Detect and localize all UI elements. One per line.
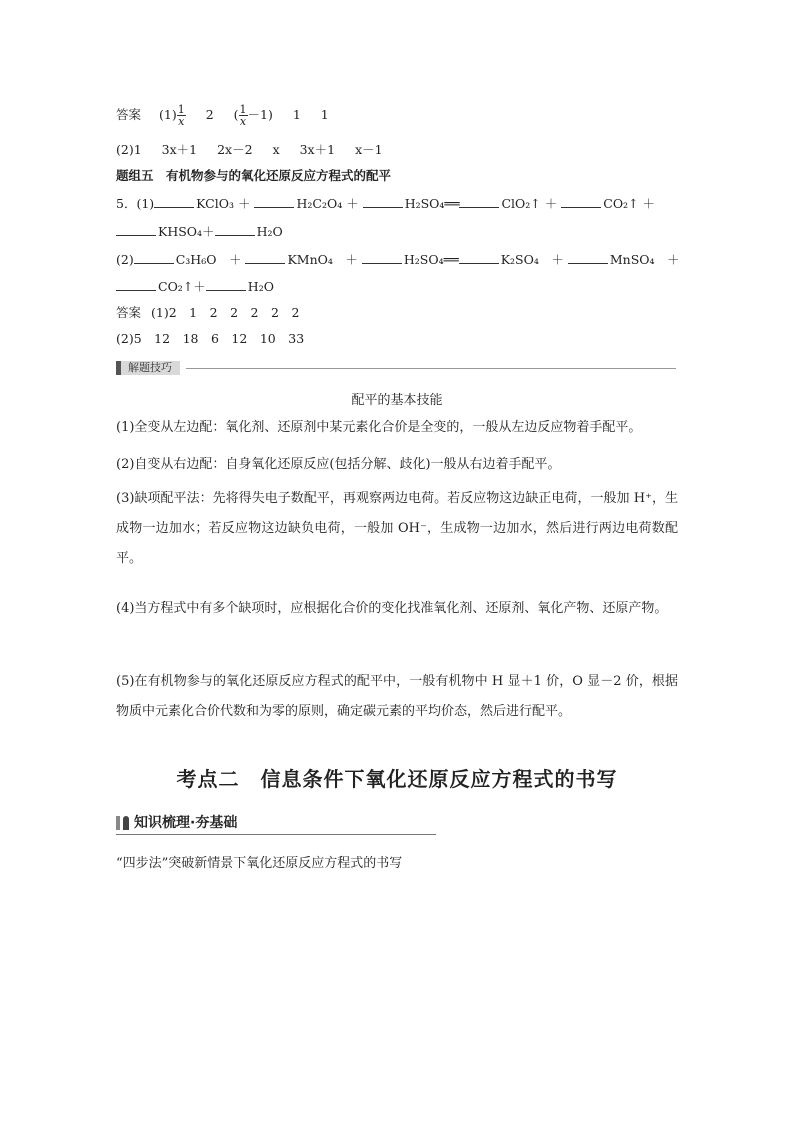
knowledge-header-bar (116, 814, 436, 834)
tips-title: 配平的基本技能 (351, 393, 443, 408)
tips-item-3: (3)缺项配平法：先将得失电子数配平，再观察两边电荷。若反应物这边缺正电荷，一般加 H⁺，生成物一边加水；若反应物这边缺负电荷，一般加 OH⁻，生成物一边加水，然后进行两边电荷数配平。 (116, 491, 678, 566)
answer-line-1: 答案 (1) $\frac{1}{x}$ 2 ( $\frac{1}{x}$ －1) 1 1 (116, 103, 329, 128)
group5-title: 题组五 有机物参与的氧化还原反应方程式的配平 (116, 168, 392, 183)
q5-1-line2: KHSO₄＋ H₂O (116, 223, 283, 240)
tips-item-1: (1)全变从左边配：氧化剂、还原剂中某元素化合价是全变的，一般从左边反应物着手配平。 (116, 420, 642, 435)
q5-2-line2: CO₂↑＋ H₂O (116, 278, 274, 295)
fraction-1-over-x-2: $\frac{1}{x}$ (239, 103, 247, 128)
answer-label: 答案 (116, 107, 142, 122)
answer-value: 1 (292, 107, 301, 122)
section-title: 考点二 信息条件下氧化还原反应方程式的书写 (176, 767, 618, 791)
fill-blank[interactable] (134, 251, 174, 264)
q5-1-line1: 5．(1) KClO₃ ＋ H₂C₂O₄ ＋ H₂SO₄══ ClO₂↑ ＋ CO₂↑ ＋ (116, 196, 656, 211)
answer-value: 2 (205, 107, 214, 122)
divider (186, 368, 676, 369)
tips-item-4: (4)当方程式中有多个缺项时，应根据化合价的变化找准氧化剂、还原剂、氧化产物、还原产物。 (116, 601, 668, 616)
fill-blank[interactable] (459, 195, 499, 208)
q5-2-line1: (2) C₃H₆O ＋ KMnO₄ ＋ H₂SO₄══ K₂SO₄ ＋ MnSO₄ ＋ (116, 252, 680, 267)
fill-blank[interactable] (116, 223, 156, 236)
group5-answer-1: 答案 (1)2 1 2 2 2 2 2 (116, 305, 300, 320)
answer-line-2: (2)1 3x＋1 2x－2 x 3x＋1 x－1 (116, 142, 383, 157)
fraction-1-over-x: $\frac{1}{x}$ (177, 103, 185, 128)
fill-blank[interactable] (116, 278, 156, 291)
tips-header-bar (116, 361, 676, 375)
fill-blank[interactable] (362, 251, 402, 264)
fill-blank[interactable] (568, 251, 608, 264)
knowledge-tag: 知识梳理·夯基础 (116, 814, 237, 832)
tips-item-5: (5)在有机物参与的氧化还原反应方程式的配平中，一般有机物中 H 显＋1 价，O 显－2 价，根据物质中元素化合价代数和为零的原则，确定碳元素的平均价态，然后进行配平。 (116, 674, 678, 719)
fill-blank[interactable] (254, 195, 294, 208)
fill-blank[interactable] (206, 278, 246, 291)
answer-part1-prefix: (1) (158, 107, 177, 122)
tips-item-2: (2)自变从右边配：自身氧化还原反应(包括分解、歧化)一般从右边着手配平。 (116, 457, 561, 472)
fill-blank[interactable] (459, 251, 499, 264)
divider (116, 834, 436, 835)
fill-blank[interactable] (215, 223, 255, 236)
fill-blank[interactable] (363, 195, 403, 208)
group5-answer-2: (2)5 12 18 6 12 10 33 (116, 331, 305, 346)
fill-blank[interactable] (561, 195, 601, 208)
tips-tag: 解题技巧 (116, 361, 180, 375)
answer-value: 1 (320, 107, 329, 122)
fill-blank[interactable] (245, 251, 285, 264)
fill-blank[interactable] (154, 195, 194, 208)
section-intro: “四步法”突破新情景下氧化还原反应方程式的书写 (116, 856, 403, 871)
